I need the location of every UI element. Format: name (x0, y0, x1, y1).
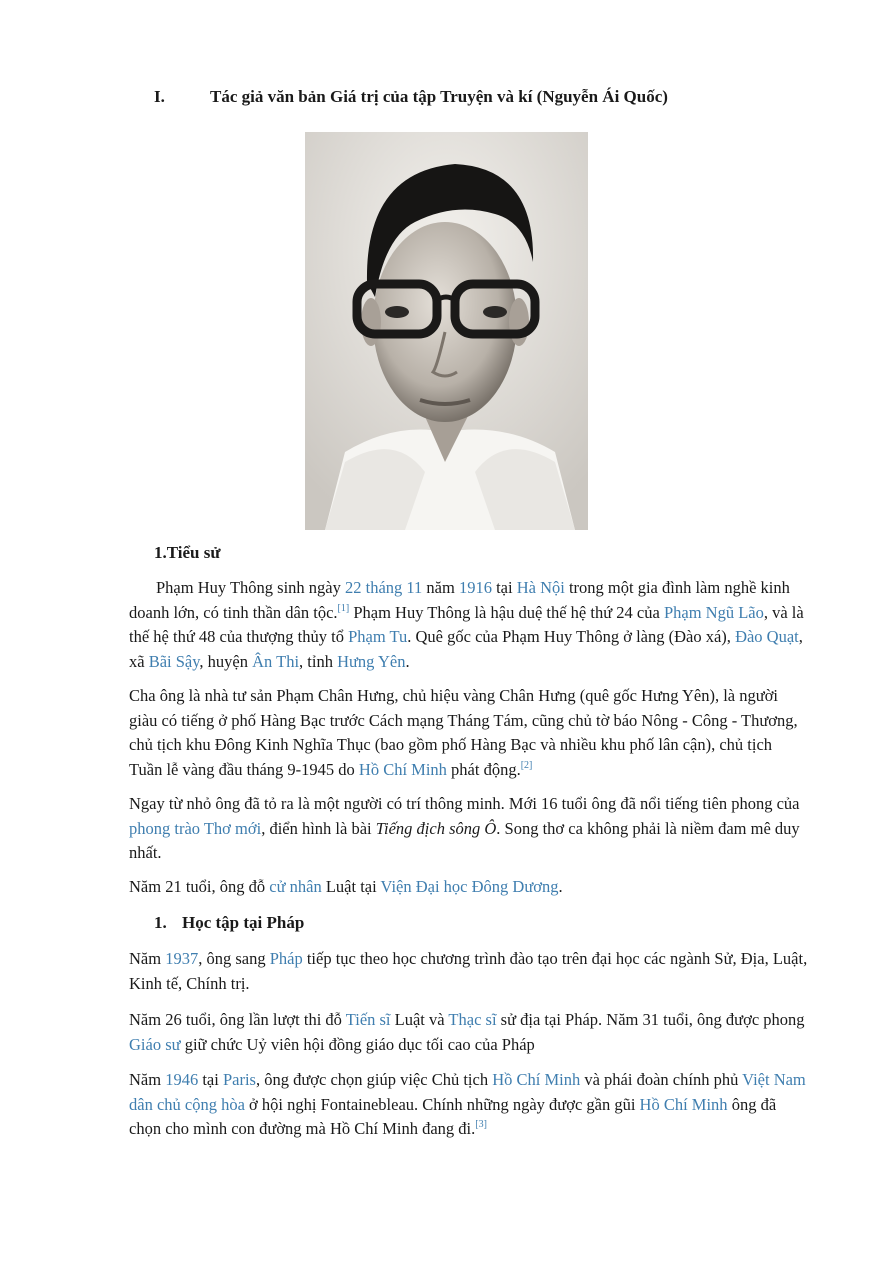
paragraph-biography-2: Cha ông là nhà tư sản Phạm Chân Hưng, chủ hiệu vàng Chân Hưng (quê gốc Hưng Yên), là người giàu có tiếng ở phố Hàng Bạc trước Cách mạng Tháng Tám, cũng chủ tờ báo Nông - Công - Thương, chủ tịch khu Đông Kinh Nghĩa Thục (bao gồm phố Hàng Bạc và nhiều khu phố lân cận), chủ tịch Tuần lễ vàng đầu tháng 9-1945 do Hồ Chí Minh phát động.[2] (129, 686, 798, 779)
link-pham-tu[interactable]: Phạm Tu (348, 627, 408, 646)
paragraph-biography-3: Ngay từ nhỏ ông đã tỏ ra là một người có trí thông minh. Mới 16 tuổi ông đã nổi tiếng tiên phong của phong trào Thơ mới, điển hình là bài Tiếng địch sông Ô. Song thơ ca không phải là niềm đam mê duy nhất. (129, 794, 800, 862)
reference-1[interactable]: [1] (337, 602, 350, 614)
section-number: 1. (154, 913, 167, 932)
document-heading (154, 86, 668, 108)
link-ha-noi[interactable]: Hà Nội (516, 578, 565, 597)
link-phong-trao-tho-moi[interactable]: phong trào Thơ mới (129, 818, 262, 838)
reference-2[interactable]: [2] (520, 759, 533, 771)
paragraph-biography-4: Năm 21 tuổi, ông đỗ cử nhân Luật tại Viện Đại học Đông Dương. (129, 877, 563, 896)
heading-title: Tác giả văn bản Giá trị của tập Truyện và kí (Nguyễn Ái Quốc) (210, 87, 668, 106)
link-an-thi[interactable]: Ân Thi (252, 651, 300, 671)
link-1946[interactable]: 1946 (165, 1070, 199, 1089)
link-ho-chi-minh[interactable]: Hồ Chí Minh (358, 759, 447, 779)
link-tien-si[interactable]: Tiến sĩ (345, 1010, 391, 1029)
paragraph-study-1: Năm 1937, ông sang Pháp tiếp tục theo học chương trình đào tạo trên đại học các ngành Sử, Địa, Luật, Kinh tế, Chính trị. (129, 949, 808, 993)
link-pham-ngu-lao[interactable]: Phạm Ngũ Lão (663, 602, 764, 622)
section-title: Học tập tại Pháp (182, 913, 305, 932)
reference-3[interactable]: [3] (475, 1119, 487, 1130)
link-paris[interactable]: Paris (222, 1070, 256, 1089)
link-22-thang-11[interactable]: 22 tháng 11 (345, 578, 423, 597)
link-ho-chi-minh-3[interactable]: Hồ Chí Minh (639, 1094, 728, 1114)
link-giao-su[interactable]: Giáo sư (129, 1034, 181, 1054)
heading-number: I. (154, 87, 165, 106)
paragraph-study-2: Năm 26 tuổi, ông lần lượt thi đỗ Tiến sĩ Luật và Thạc sĩ sử địa tại Pháp. Năm 31 tuổi, ông được phong Giáo sư giữ chức Uỷ viên hội đồng giáo dục tối cao của Pháp (129, 1010, 805, 1054)
link-dao-quat[interactable]: Đào Quạt (735, 627, 799, 646)
paragraph-study-3: Năm 1946 tại Paris, ông được chọn giúp việc Chủ tịch Hồ Chí Minh và phái đoàn chính phủ Việt Nam dân chủ cộng hòa ở hội nghị Fontainebleau. Chính những ngày được gần gũi Hồ Chí Minh ông đã chọn cho mình con đường mà Hồ Chí Minh đang đi.[3] (129, 1070, 806, 1138)
link-cu-nhan[interactable]: cử nhân (269, 877, 322, 896)
section-title-biography: 1.Tiểu sử (154, 543, 221, 562)
portrait-photo (305, 132, 588, 530)
link-1937[interactable]: 1937 (165, 949, 199, 968)
link-1916[interactable]: 1916 (458, 578, 492, 597)
link-vien-dai-hoc-dong-duong[interactable]: Viện Đại học Đông Dương (380, 877, 559, 896)
link-thac-si[interactable]: Thạc sĩ (448, 1010, 497, 1029)
link-phap[interactable]: Pháp (269, 949, 303, 968)
link-bai-say[interactable]: Bãi Sậy (148, 651, 200, 671)
paragraph-biography-1: Phạm Huy Thông sinh ngày 22 tháng 11 năm 1916 tại Hà Nội trong một gia đình làm nghề kinh doanh lớn, có tinh thần dân tộc.[1] Phạm Huy Thông là hậu duệ thế hệ thứ 24 của Phạm Ngũ Lão, và là thế hệ thứ 48 của thượng thủy tổ Phạm Tu. Quê gốc của Phạm Huy Thông ở làng (Đào xá), Đào Quạt, xã Bãi Sậy, huyện Ân Thi, tỉnh Hưng Yên. (129, 578, 804, 671)
link-ho-chi-minh-2[interactable]: Hồ Chí Minh (492, 1070, 581, 1089)
section-title-study-in-france (154, 912, 304, 934)
link-viet-nam-dan-chu-cong-hoa[interactable]: Việt Nam dân chủ cộng hòa (129, 1070, 806, 1114)
link-hung-yen[interactable]: Hưng Yên (337, 651, 406, 671)
